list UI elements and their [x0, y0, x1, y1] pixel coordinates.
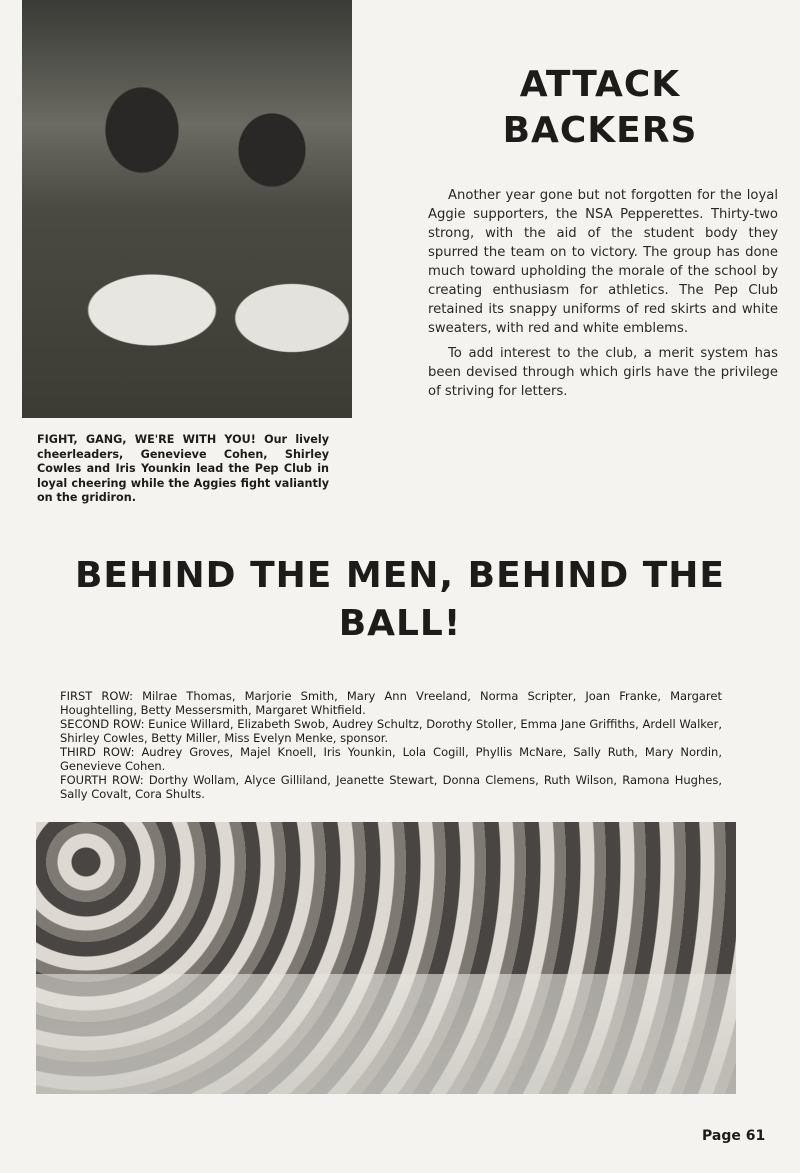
headline-attack-backers: ATTACK BACKERS [502, 64, 698, 151]
pep-club-group-photo [36, 822, 736, 1094]
cheerleaders-photo [22, 0, 352, 418]
row-names: FOURTH ROW: Dorthy Wollam, Alyce Gilliland, Jeanette Stewart, Donna Clemens, Ruth Wilson, Ramona Hughes, Sally Covalt, Cora Shults. [60, 773, 722, 801]
row-names: SECOND ROW: Eunice Willard, Elizabeth Swob, Audrey Schultz, Dorothy Stoller, Emma Jane Griffiths, Ardell Walker, Shirley Cowles, Betty Miller, Miss Evelyn Menke, sponsor. [60, 717, 722, 745]
headline-behind-the-men: BEHIND THE MEN, BEHIND THE BALL! [74, 555, 726, 644]
page-number: Page 61 [702, 1128, 766, 1144]
article-body [428, 186, 778, 407]
body-paragraph: To add interest to the club, a merit system has been devised through which girls have the privilege of striving for letters. [428, 346, 778, 399]
body-paragraph: Another year gone but not forgotten for the loyal Aggie supporters, the NSA Pepperettes. Thirty-two strong, with the aid of the student body they spurred the team on to victory. The group has done much toward upholding the morale of the school by creating enthusiasm for athletics. The Pep Club retained its snappy uniforms of red skirts and white sweaters, with red and white emblems. [428, 188, 778, 336]
row-names: THIRD ROW: Audrey Groves, Majel Knoell, Iris Younkin, Lola Cogill, Phyllis McNare, Sally Ruth, Mary Nordin, Genevieve Cohen. [60, 745, 722, 773]
row-names: FIRST ROW: Milrae Thomas, Marjorie Smith, Mary Ann Vreeland, Norma Scripter, Joan Franke, Margaret Houghtelling, Betty Messersmith, Margaret Whitfield. [60, 689, 722, 717]
group-photo-names [60, 690, 722, 802]
photo-caption: FIGHT, GANG, WE'RE WITH YOU! Our lively cheerleaders, Genevieve Cohen, Shirley Cowles and Iris Younkin lead the Pep Club in loyal cheering while the Aggies fight valiantly on the gridiron. [37, 433, 329, 504]
